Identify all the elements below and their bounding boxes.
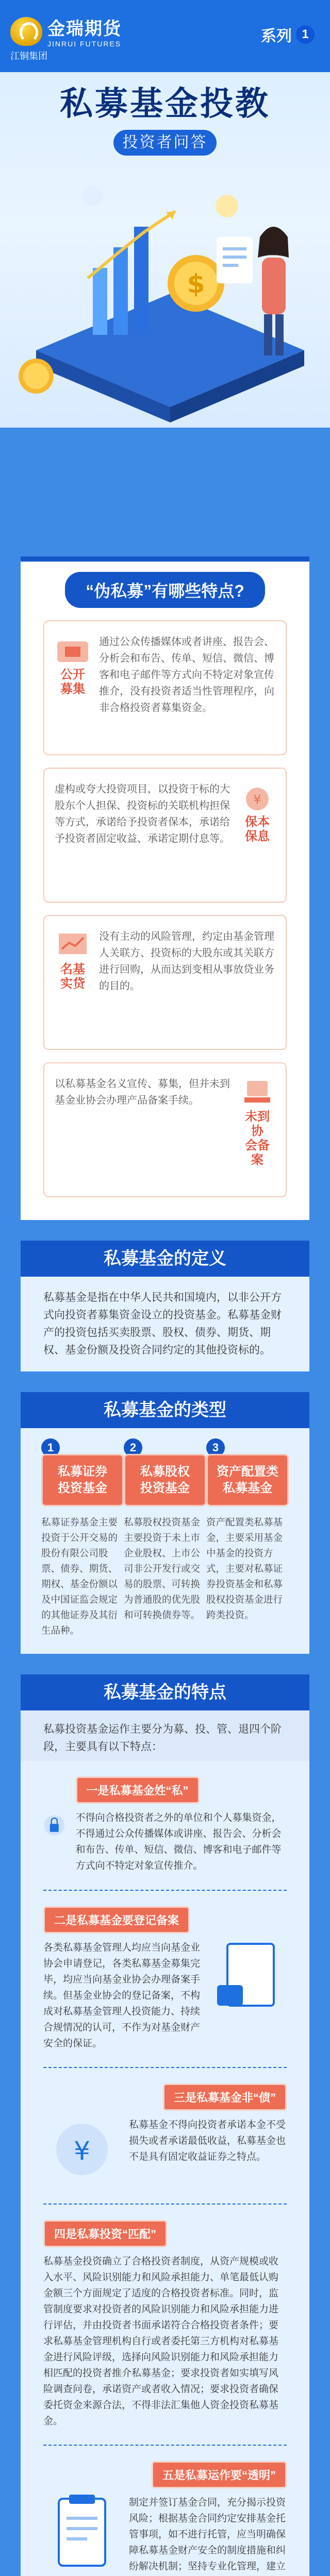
header-banner [0,0,330,556]
features-title: 私募基金的特点 [21,1674,309,1710]
types-title: 私募基金的类型 [21,1392,309,1428]
type-label: 私募股权 投资基金 [124,1454,206,1506]
features-panel [21,1674,309,2576]
feature-item [43,1891,287,2068]
fake-section [0,556,330,1230]
fake-title: “伪私募”有哪些特点? [65,572,265,608]
fake-card-2 [43,768,287,903]
type-number: 3 [206,1438,225,1457]
feature-text: 制定并签订基金合同，充分揭示投资风险；根据基金合同约定安排基金托管事项，如不进行托管，应当明确保障私募基金财产安全的制度措施和纠纷解决机制；坚持专业化管理，建立 [129,2497,286,2572]
stamp-icon [239,1076,275,1107]
brand-cn: 金瑞期货 [47,19,122,39]
megaphone-icon [55,634,91,665]
series-label [261,23,315,46]
svg-text:$: $ [187,269,205,299]
feature-text: 各类私募基金管理人均应当向基金业协会申请登记，各类私募基金募集完毕，均应当向基金业协会办理备案手续。但基金业协会的登记备案，不构成对私募基金管理人投资能力、持续合规情况的认可，不作为对基金财产安全的保证。 [43,1942,201,2049]
feature-label: 四是私募投资“匹配” [43,2220,167,2247]
brand-logo [10,14,122,48]
feature-text: 不得向合格投资者之外的单位和个人募集资金，不得通过公众传播媒体或讲座、报告会、分析会和布告、传单、短信、微信、博客和电子邮件等方式向不特定对象宣传推介。 [75,1812,282,1871]
svg-text:¥: ¥ [74,2136,90,2166]
type-label: 资产配置类 私募基金 [206,1454,289,1506]
no-guarantee-icon [43,2111,121,2188]
fake-card-3-label: 名基 实贷 [60,962,85,991]
lock-icon [43,1776,65,1874]
fake-card-3-text: 没有主动的风险管理，约定由基金管理人关联方、投资标的大股东或其关联方进行回购，从而达到变相从事放贷业务的目的。 [99,931,274,992]
type-number: 1 [41,1438,60,1457]
series-number: 1 [296,25,315,44]
page-subtitle: 投资者问答 [113,130,217,156]
fake-card-4-text: 以私募基金名义宣传、募集，但并未到基金业协会办理产品备案手续。 [55,1078,230,1106]
type-label: 私募证券 投资基金 [41,1454,124,1506]
definition-title: 私募基金的定义 [21,1241,309,1277]
hero-illustration [15,165,315,433]
type-text: 资产配置类私募基金，主要采用基金中基金的投资方式，主要对私募证券投资基金和私募股权投资基金进行跨类投资。 [206,1517,283,1620]
chart-board-icon [55,928,91,959]
fake-panel [21,556,309,1220]
fake-card-1 [43,620,287,755]
types-section [0,1382,330,1664]
feature-label: 三是私募基金非“债” [163,2083,287,2111]
fake-card-1-text: 通过公众传播媒体或者讲座、报告会、分析会和布告、传单、短信、微信、博客和电子邮件等方式向不特定对象宣传推介，没有投资者适当性管理程序，向非合格投资者募集资金。 [99,636,274,714]
feature-label: 一是私募基金姓“私” [76,1776,200,1804]
type-item [206,1438,289,1638]
brand-group: 江铜集团 [10,51,47,61]
features-section [0,1664,330,2576]
registration-stamp-icon [209,1934,287,2021]
money-bag-icon [239,781,275,812]
type-number: 2 [124,1438,142,1457]
fake-card-3 [43,915,287,1050]
definition-section [0,1230,330,1382]
fake-card-2-text: 虚构或夸大投资项目，以投资于标的大股东个人担保、投资标的关联机构担保等方式，承诺给予投资者保本，承诺给予投资者固定收益、承诺定期付息等。 [55,784,230,844]
hero-bottom-band [0,428,330,556]
logo-icon [10,17,42,46]
bar-chart-icon [93,268,107,335]
svg-text:¥: ¥ [253,792,261,807]
definition-panel [21,1241,309,1371]
feature-text: 私募基金不得向投资者承诺本金不受损失或者承诺最低收益，私募基金也不是具有固定收益证券之特点。 [129,2120,286,2162]
feature-label: 二是私募基金要登记备案 [43,1906,190,1934]
clipboard-icon [43,2488,121,2576]
fake-card-1-label: 公开 募集 [60,668,85,696]
feature-item [43,2068,287,2205]
type-text: 私募股权投资基金主要投资于未上市企业股权、上市公司非公开发行或交易的股票、可转换为普通股的优先股和可转换债券等。 [124,1517,201,1620]
brand-en: JINRUI FUTURES [47,40,122,48]
feature-item [43,1761,287,1891]
fake-card-4 [43,1062,287,1197]
fake-card-4-label: 未到协 会备案 [245,1110,270,1167]
features-intro: 私募投资基金运作主要分为募、投、管、退四个阶段，主要具有以下特点： [21,1710,309,1761]
type-text: 私募证券基金主要投资于公开交易的股份有限公司股票、债券、期货、期权、基金份额以及中国证监会规定的其他证券及其衍生品种。 [41,1517,118,1636]
feature-item [43,2205,287,2446]
fake-card-2-label: 保本 保息 [245,815,270,843]
definition-text: 私募基金是指在中华人民共和国境内，以非公开方式向投资者募集资金设立的投资基金。私募基金财产的投资包括买卖股票、股权、债券、期货、期权、基金份额及投资合同约定的其他投资标的。 [43,1292,282,1356]
type-item [124,1438,206,1638]
feature-item [43,2446,287,2576]
type-item [41,1438,124,1638]
document-icon [217,237,253,283]
feature-label: 五是私募运作要“透明” [152,2461,287,2488]
types-panel [21,1392,309,1654]
feature-text: 私募基金投资确立了合格投资者制度，从资产规模或收入水平、风险识别能力和风险承担能力、单笔最低认购金额三个方面规定了适度的合格投资者标准。同时，监管制度要求对投资者的风险识别能力和风险承担能力进行评估，并由投资者书面承诺符合合格投资者条件；要求私募基金管理机构自行或者委托第三方机构对私募基金进行风险评级，选择向风险识别能力和风险承担能力相匹配的投资者推介私募基金；要求投资者如实填写风险调查问卷，承诺资产或者收入情况；要求投资者确保委托资金来源合法，不得非法汇集他人资金投资私募基金。 [43,2256,279,2427]
series-text: 系列 [261,28,292,45]
page-title: 私募基金投教 [60,85,270,122]
